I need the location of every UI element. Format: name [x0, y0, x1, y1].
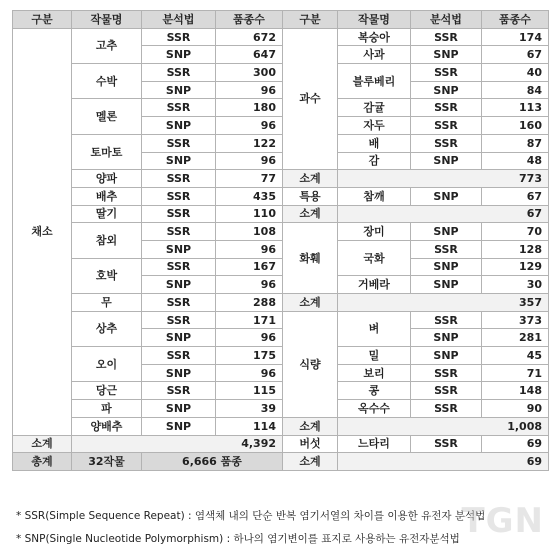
subtotal-label: 소계 — [283, 417, 338, 435]
table-row — [13, 170, 549, 188]
category-cell: 채소 — [13, 28, 72, 435]
count-cell: 110 — [216, 205, 283, 223]
header-count: 품종수 — [216, 11, 283, 29]
method-cell: SSR — [411, 99, 482, 117]
method-cell: SSR — [411, 240, 482, 258]
table-row — [13, 400, 549, 418]
method-cell: SSR — [411, 64, 482, 82]
table-row — [13, 294, 549, 312]
method-cell: SNP — [142, 276, 216, 294]
method-cell: SNP — [411, 187, 482, 205]
method-cell: SSR — [142, 382, 216, 400]
count-cell: 128 — [482, 240, 549, 258]
count-cell: 67 — [482, 46, 549, 64]
count-cell: 96 — [216, 364, 283, 382]
table-row — [13, 435, 549, 453]
table-row — [13, 347, 549, 365]
method-cell: SSR — [142, 99, 216, 117]
subtotal-label: 소계 — [283, 294, 338, 312]
method-cell: SSR — [142, 28, 216, 46]
crop-cell: 당근 — [72, 382, 142, 400]
crop-cell: 보리 — [338, 364, 411, 382]
count-cell: 84 — [482, 81, 549, 99]
count-cell: 96 — [216, 81, 283, 99]
subtotal-value: 67 — [338, 205, 549, 223]
crop-cell: 복숭아 — [338, 28, 411, 46]
table-row — [13, 99, 549, 117]
crop-cell: 호박 — [72, 258, 142, 293]
count-cell: 69 — [482, 435, 549, 453]
method-cell: SNP — [142, 329, 216, 347]
count-cell: 67 — [482, 187, 549, 205]
table-row — [13, 134, 549, 152]
crop-cell: 옥수수 — [338, 400, 411, 418]
subtotal-label: 소계 — [283, 170, 338, 188]
count-cell: 71 — [482, 364, 549, 382]
method-cell: SNP — [411, 81, 482, 99]
table-row — [13, 205, 549, 223]
category-cell: 특용 — [283, 187, 338, 205]
crop-cell: 양파 — [72, 170, 142, 188]
table-row — [13, 223, 549, 241]
count-cell: 167 — [216, 258, 283, 276]
table-row — [13, 382, 549, 400]
method-cell: SSR — [142, 223, 216, 241]
method-cell: SNP — [411, 152, 482, 170]
crop-cell: 감귤 — [338, 99, 411, 117]
header-crop: 작물명 — [72, 11, 142, 29]
crop-cell: 파 — [72, 400, 142, 418]
crop-cell: 수박 — [72, 64, 142, 99]
count-cell: 70 — [482, 223, 549, 241]
method-cell: SNP — [411, 329, 482, 347]
count-cell: 175 — [216, 347, 283, 365]
method-cell: SNP — [142, 46, 216, 64]
count-cell: 122 — [216, 134, 283, 152]
crop-cell: 거베라 — [338, 276, 411, 294]
header-crop: 작물명 — [338, 11, 411, 29]
crop-cell: 상추 — [72, 311, 142, 346]
method-cell: SNP — [142, 152, 216, 170]
method-cell: SSR — [142, 64, 216, 82]
header-category: 구분 — [283, 11, 338, 29]
header-row — [13, 11, 549, 29]
count-cell: 39 — [216, 400, 283, 418]
count-cell: 129 — [482, 258, 549, 276]
count-cell: 87 — [482, 134, 549, 152]
count-cell: 77 — [216, 170, 283, 188]
method-cell: SSR — [142, 170, 216, 188]
method-cell: SSR — [411, 134, 482, 152]
crop-cell: 참깨 — [338, 187, 411, 205]
method-cell: SSR — [142, 294, 216, 312]
method-cell: SNP — [142, 81, 216, 99]
count-cell: 180 — [216, 99, 283, 117]
count-cell: 96 — [216, 117, 283, 135]
method-cell: SSR — [411, 400, 482, 418]
crop-variety-table — [12, 10, 549, 471]
crop-cell: 국화 — [338, 240, 411, 275]
method-cell: SNP — [411, 347, 482, 365]
count-cell: 96 — [216, 329, 283, 347]
crop-cell: 멜론 — [72, 99, 142, 134]
table-row — [13, 28, 549, 46]
subtotal-value: 357 — [338, 294, 549, 312]
subtotal-label: 소계 — [283, 453, 338, 471]
method-cell: SSR — [411, 311, 482, 329]
category-cell: 버섯 — [283, 435, 338, 453]
crop-cell: 배추 — [72, 187, 142, 205]
header-method: 분석법 — [411, 11, 482, 29]
count-cell: 108 — [216, 223, 283, 241]
total-varieties: 6,666 품종 — [142, 453, 283, 471]
subtotal-value: 1,008 — [338, 417, 549, 435]
count-cell: 435 — [216, 187, 283, 205]
count-cell: 647 — [216, 46, 283, 64]
count-cell: 115 — [216, 382, 283, 400]
count-cell: 45 — [482, 347, 549, 365]
crop-cell: 배 — [338, 134, 411, 152]
subtotal-value: 4,392 — [72, 435, 283, 453]
method-cell: SNP — [411, 276, 482, 294]
crop-cell: 자두 — [338, 117, 411, 135]
header-category: 구분 — [13, 11, 72, 29]
method-cell: SSR — [411, 28, 482, 46]
count-cell: 40 — [482, 64, 549, 82]
crop-cell: 양배추 — [72, 417, 142, 435]
header-method: 분석법 — [142, 11, 216, 29]
count-cell: 96 — [216, 240, 283, 258]
footnote-ssr: * SSR(Simple Sequence Repeat) : 염색체 내의 단순 반복 염기서열의 차이를 이용한 유전자 분석법 — [16, 510, 486, 522]
total-label: 총계 — [13, 453, 72, 471]
category-cell: 화훼 — [283, 223, 338, 294]
category-cell: 과수 — [283, 28, 338, 170]
header-count: 품종수 — [482, 11, 549, 29]
crop-cell: 벼 — [338, 311, 411, 346]
table-row — [13, 258, 549, 276]
crop-cell: 블루베리 — [338, 64, 411, 99]
count-cell: 672 — [216, 28, 283, 46]
count-cell: 148 — [482, 382, 549, 400]
method-cell: SSR — [142, 347, 216, 365]
table-row — [13, 64, 549, 82]
subtotal-label: 소계 — [13, 435, 72, 453]
category-cell: 식량 — [283, 311, 338, 417]
crop-cell: 장미 — [338, 223, 411, 241]
method-cell: SNP — [411, 46, 482, 64]
method-cell: SNP — [142, 117, 216, 135]
crop-cell: 느타리 — [338, 435, 411, 453]
count-cell: 160 — [482, 117, 549, 135]
method-cell: SSR — [142, 258, 216, 276]
count-cell: 373 — [482, 311, 549, 329]
crop-cell: 딸기 — [72, 205, 142, 223]
count-cell: 96 — [216, 276, 283, 294]
method-cell: SSR — [142, 187, 216, 205]
crop-cell: 콩 — [338, 382, 411, 400]
count-cell: 30 — [482, 276, 549, 294]
table-row — [13, 187, 549, 205]
subtotal-value: 69 — [338, 453, 549, 471]
method-cell: SSR — [411, 117, 482, 135]
method-cell: SSR — [411, 382, 482, 400]
method-cell: SNP — [142, 240, 216, 258]
crop-cell: 토마토 — [72, 134, 142, 169]
count-cell: 281 — [482, 329, 549, 347]
subtotal-label: 소계 — [283, 205, 338, 223]
method-cell: SNP — [142, 400, 216, 418]
table-row — [13, 311, 549, 329]
count-cell: 48 — [482, 152, 549, 170]
method-cell: SSR — [411, 364, 482, 382]
method-cell: SNP — [411, 223, 482, 241]
table-row — [13, 453, 549, 471]
subtotal-value: 773 — [338, 170, 549, 188]
count-cell: 90 — [482, 400, 549, 418]
count-cell: 288 — [216, 294, 283, 312]
crop-cell: 사과 — [338, 46, 411, 64]
method-cell: SSR — [411, 435, 482, 453]
total-crops: 32작물 — [72, 453, 142, 471]
count-cell: 96 — [216, 152, 283, 170]
count-cell: 114 — [216, 417, 283, 435]
footnote-snp: * SNP(Single Nucleotide Polymorphism) : 하나의 염기변이를 표지로 사용하는 유전자분석법 — [16, 533, 460, 545]
method-cell: SNP — [142, 417, 216, 435]
count-cell: 113 — [482, 99, 549, 117]
crop-cell: 감 — [338, 152, 411, 170]
watermark-logo: TGN — [461, 501, 544, 541]
crop-cell: 오이 — [72, 347, 142, 382]
method-cell: SSR — [142, 311, 216, 329]
method-cell: SSR — [142, 205, 216, 223]
count-cell: 174 — [482, 28, 549, 46]
count-cell: 171 — [216, 311, 283, 329]
method-cell: SNP — [411, 258, 482, 276]
crop-cell: 무 — [72, 294, 142, 312]
crop-cell: 고추 — [72, 28, 142, 63]
crop-cell: 참외 — [72, 223, 142, 258]
count-cell: 300 — [216, 64, 283, 82]
method-cell: SNP — [142, 364, 216, 382]
crop-cell: 밀 — [338, 347, 411, 365]
table-row — [13, 417, 549, 435]
method-cell: SSR — [142, 134, 216, 152]
